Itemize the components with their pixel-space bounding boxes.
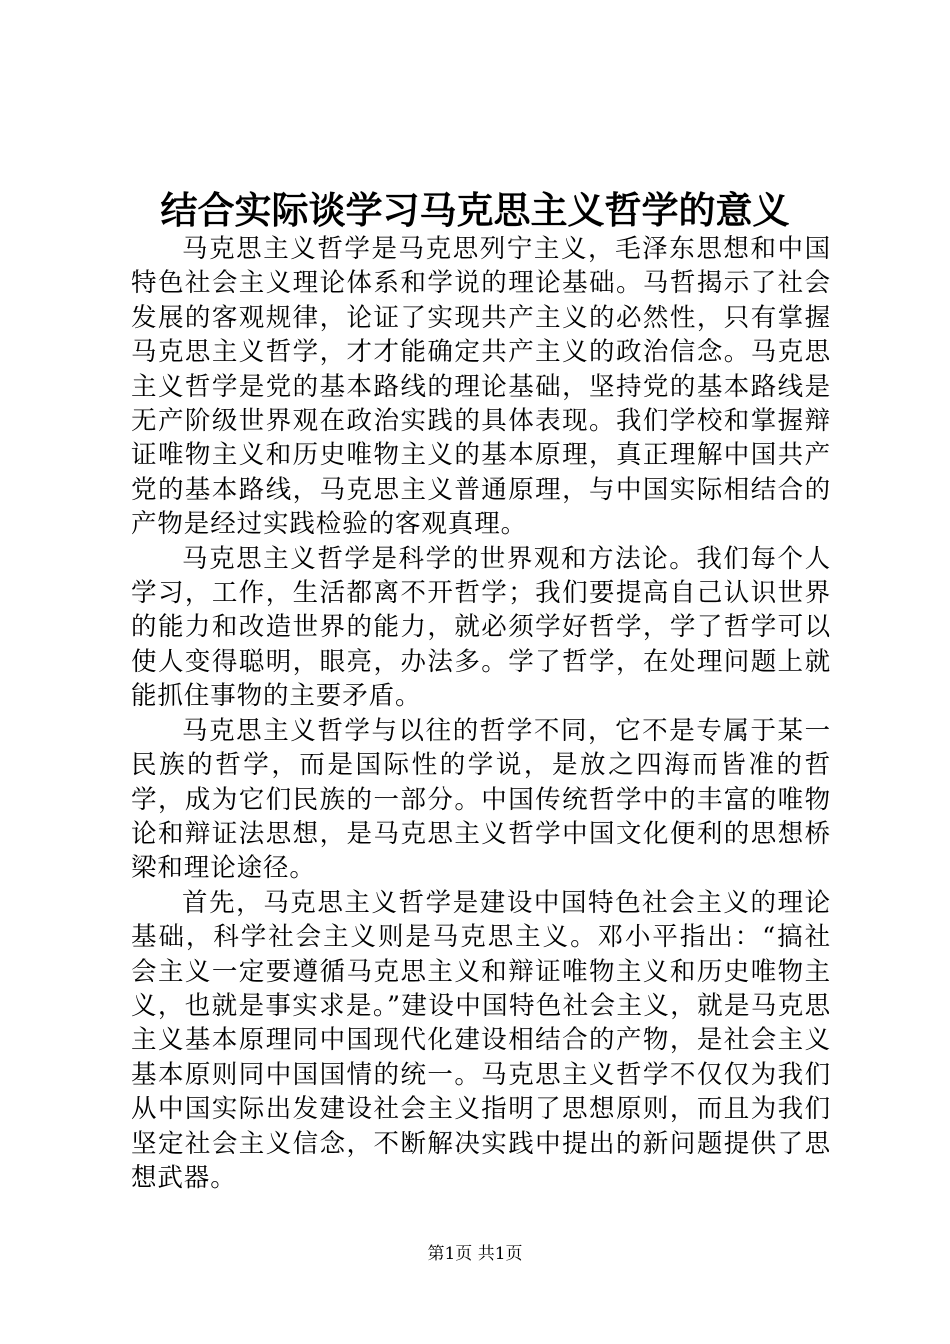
paragraph-1: 马克思主义哲学是马克思列宁主义，毛泽东思想和中国特色社会主义理论体系和学说的理论基础。马哲揭示了社会发展的客观规律，论证了实现共产主义的必然性，只有掌握马克思主义哲学，才才能确定共产主义的政治信念。马克思主义哲学是党的基本路线的理论基础，坚持党的基本路线是无产阶级世界观在政治实践的具体表现。我们学校和掌握辩证唯物主义和历史唯物主义的基本原理，真正理解中国共产党的基本路线，马克思主义普通原理，与中国实际相结合的产物是经过实践检验的客观真理。 — [131, 234, 831, 540]
paragraph-4: 首先，马克思主义哲学是建设中国特色社会主义的理论基础，科学社会主义则是马克思主义。邓小平指出：“搞社会主义一定要遵循马克思主义和辩证唯物主义和历史唯物主义，也就是事实求是。”建设中国特色社会主义，就是马克思主义基本原理同中国现代化建设相结合的产物，是社会主义基本原则同中国国情的统一。马克思主义哲学不仅仅为我们从中国实际出发建设社会主义指明了思想原则，而且为我们坚定社会主义信念，不断解决实践中提出的新问题提供了思想武器。 — [131, 887, 831, 1193]
document-body — [131, 232, 831, 1195]
paragraph-3: 马克思主义哲学与以往的哲学不同，它不是专属于某一民族的哲学，而是国际性的学说，是放之四海而皆准的哲学，成为它们民族的一部分。中国传统哲学中的丰富的唯物论和辩证法思想，是马克思主义哲学中国文化便利的思想桥梁和理论途径。 — [131, 715, 831, 884]
paragraph-2: 马克思主义哲学是科学的世界观和方法论。我们每个人学习，工作，生活都离不开哲学；我们要提高自己认识世界的能力和改造世界的能力，就必须学好哲学，学了哲学可以使人变得聪明，眼亮，办法多。学了哲学，在处理问题上就能抓住事物的主要矛盾。 — [131, 543, 831, 712]
page-footer: 第1页 共1页 — [427, 1244, 523, 1264]
document-title: 结合实际谈学习马克思主义哲学的意义 — [160, 188, 790, 232]
